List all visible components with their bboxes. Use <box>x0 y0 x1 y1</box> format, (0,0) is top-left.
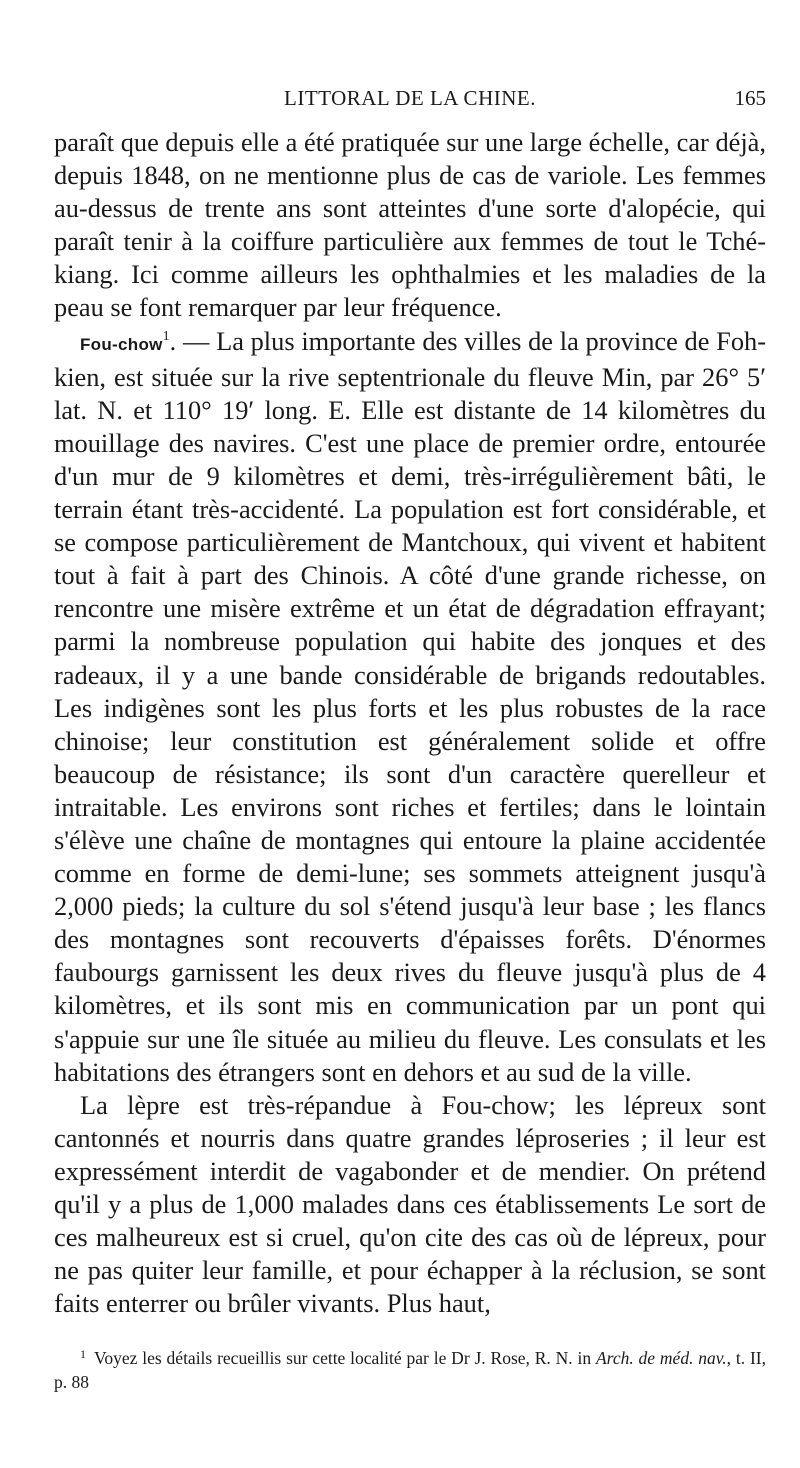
paragraph-smallpox-alopecia: paraît que depuis elle a été pratiquée sur une large échelle, car déjà, depuis 1848, on ne mentionne plus de cas de variole. Les femmes au-dessus de trente ans sont atteintes d'une sorte d'alopécie, qui paraît tenir à la coiffure particulière aux femmes de tout le Tché-kiang. Ici comme ailleurs les ophthalmies et les maladies de la peau se font remarquer par leur fréquence. <box>54 127 766 323</box>
footnote-reference[interactable]: 1 <box>162 328 170 344</box>
section-heading-fou-chow: Fou-chow <box>80 334 163 354</box>
paragraph-fou-chow-text: . — La plus importante des villes de la province de Foh-kien, est située sur la rive septentrionale du fleuve Min, par 26° 5′ lat. N. et 110° 19′ long. E. Elle est distante de 14 kilomètres du mouillage des navires. C'est une place de premier ordre, entourée d'un mur de 9 kilomètres et demi, très-irrégulièrement bâti, le terrain étant très-accidenté. La population est fort considérable, et se compose particulièrement de Mantchoux, qui vivent et habitent tout à fait à part des Chinois. A côté d'une grande richesse, on rencontre une misère extrême et un état de dégradation effrayant; parmi la nombreuse population qui habite des jonques et des radeaux, il y a une bande considérable de brigands redoutables. Les indigènes sont les plus forts et les plus robustes de la race chinoise; leur constitution est généralement solide et offre beaucoup de résistance; ils sont d'un caractère querelleur et intraitable. Les environs sont riches et fertiles; dans le lointain s'élève une chaîne de montagnes qui entoure la plaine accidentée comme en forme de demi-lune; ses sommets atteignent jusqu'à 2,000 pieds; la culture du sol s'étend jusqu'à leur base ; les flancs des montagnes sont recouverts d'épaisses forêts. D'énormes faubourgs garnissent les deux rives du fleuve jusqu'à plus de 4 kilomètres, et ils sont mis en communication par un pont qui s'appuie sur une île située au milieu du fleuve. Les consulats et les habitations des étrangers sont en dehors et au sud de la ville. <box>54 325 766 1087</box>
paragraph-fou-chow <box>54 325 766 1089</box>
book-page <box>54 86 766 1394</box>
paragraph-leprosy: La lèpre est très-répandue à Fou-chow; les lépreux sont cantonnés et nourris dans quatre grandes léproseries ; il leur est expressément interdit de vagabonder et de mendier. On prétend qu'il y a plus de 1,000 malades dans ces établissements Le sort de ces malheureux est si cruel, qu'on cite des cas où de lépreux, pour ne pas quiter leur famille, et pour échapper à la réclusion, se sont faits enterrer ou brûler vivants. Plus haut, <box>54 1089 766 1319</box>
running-title: LITTORAL DE LA CHINE. <box>284 86 536 110</box>
footnote-mark: 1 <box>80 1346 86 1361</box>
page-header <box>54 86 766 126</box>
page-number: 165 <box>734 86 766 110</box>
footnote-text: Voyez les détails recueillis sur cette localité par le Dr J. Rose, R. N. in <box>94 1348 596 1369</box>
footnote-citation-tail: , t. II, p. 88 <box>54 1348 766 1393</box>
footnote <box>54 1346 766 1394</box>
body-text <box>54 126 766 1320</box>
footnote-journal-title: Arch. de méd. nav. <box>595 1348 727 1369</box>
